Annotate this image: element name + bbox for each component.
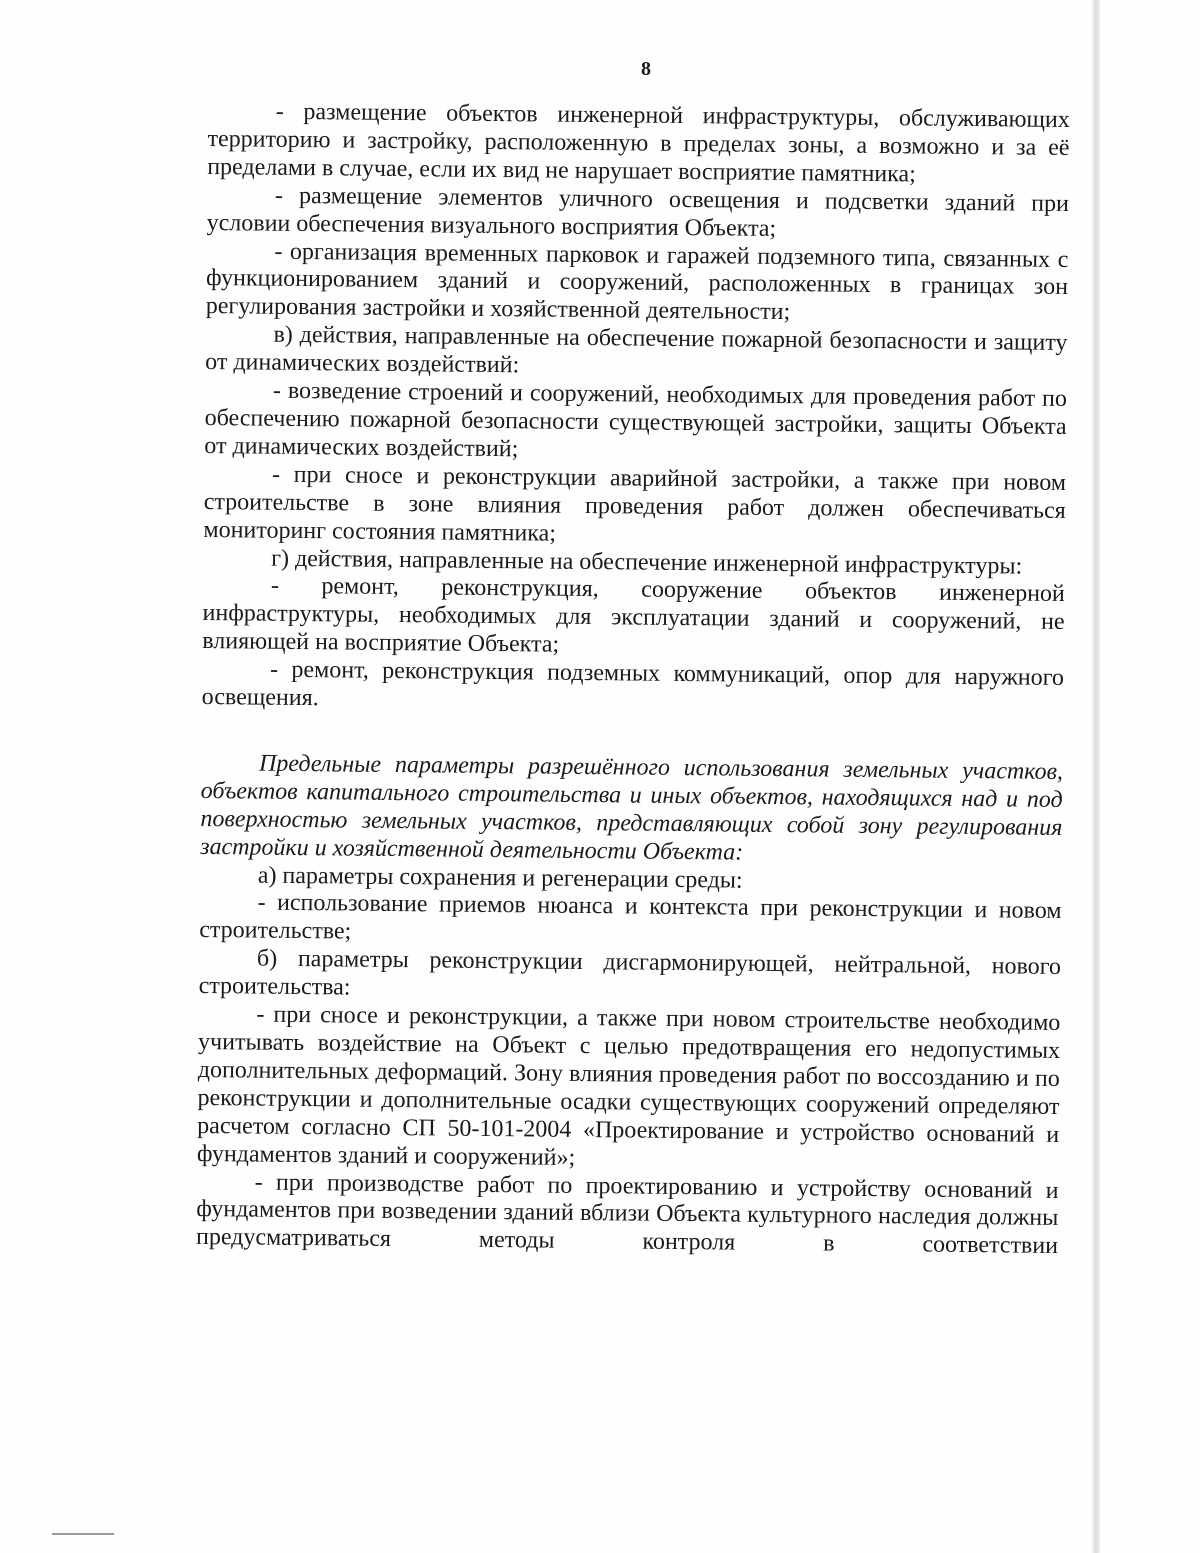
paragraph: - при производстве работ по проектированию и устройству оснований и фундаментов при возведении зданий вблизи Объекта культурного наследия должны предусматриваться методы контроля в соответствии	[195, 1169, 1059, 1260]
scan-corner-mark	[52, 1533, 114, 1535]
paragraph: - организация временных парковок и гаражей подземного типа, связанных с функционированием зданий и сооружений, расположенных в границах зон регулирования застройки и хозяйственной деятельности;	[205, 238, 1069, 326]
paragraph: - размещение элементов уличного освещения и подсветки зданий при условии обеспечения визуального восприятия Объекта;	[206, 182, 1070, 242]
paragraph: - ремонт, реконструкция, сооружение объектов инженерной инфраструктуры, необходимых для эксплуатации зданий и сооружений, не влияющей на восприятие Объекта;	[202, 573, 1065, 658]
paragraph: - использование приемов нюанса и контекста при реконструкции и новом строительстве;	[199, 890, 1062, 945]
scan-page-edge	[1092, 0, 1100, 1553]
paragraph: г) действия, направленные на обеспечение инженерной инфраструктуры:	[271, 545, 1023, 580]
paragraph: - размещение объектов инженерной инфраструктуры, обслуживающих территорию и застройку, расположенную в пределах зоны, а возможно и за её пределами в случае, если их вид не нарушает восприятие памятника;	[207, 98, 1070, 188]
paragraph: - при сносе и реконструкции, а также при новом строительстве необходимо учитывать воздействие на Объект с целью предотвращения его недопустимых дополнительных деформаций. Зону влияния проведения работ по воссозданию и по реконструкции и дополнительные осадки существующих сооружений определяют расчетом согласно СП 50-101-2004 «Проектирование и устройство оснований и фундаментов зданий и сооружений»;	[196, 1001, 1061, 1171]
paragraph: - возведение строений и сооружений, необходимых для проведения работ по обеспечению пожарной безопасности существующей застройки, защиты Объекта от динамических воздействий;	[204, 377, 1068, 463]
page-number: 8	[641, 58, 651, 80]
document-body	[196, 98, 1070, 1261]
paragraph: б) параметры реконструкции дисгармонирующей, нейтральной, нового строительства:	[198, 945, 1062, 1001]
paragraph: - ремонт, реконструкция подземных коммуникаций, опор для наружного освещения.	[201, 656, 1065, 712]
section-heading: Предельные параметры разрешённого использования земельных участков, объектов капитального строительства и иных объектов, находящихся над и под поверхностью земельных участков, представляющих собой зону регулирования застройки и хозяйственной деятельности Объекта:	[200, 750, 1064, 866]
paragraph: а) параметры сохранения и регенерации среды:	[257, 862, 743, 894]
paragraph: - при сносе и реконструкции аварийной застройки, а также при новом строительстве в зоне влияния проведения работ должен обеспечиваться мониторинг состояния памятника;	[203, 461, 1067, 547]
paragraph: в) действия, направленные на обеспечение пожарной безопасности и защиту от динамических воздействий:	[205, 321, 1068, 379]
